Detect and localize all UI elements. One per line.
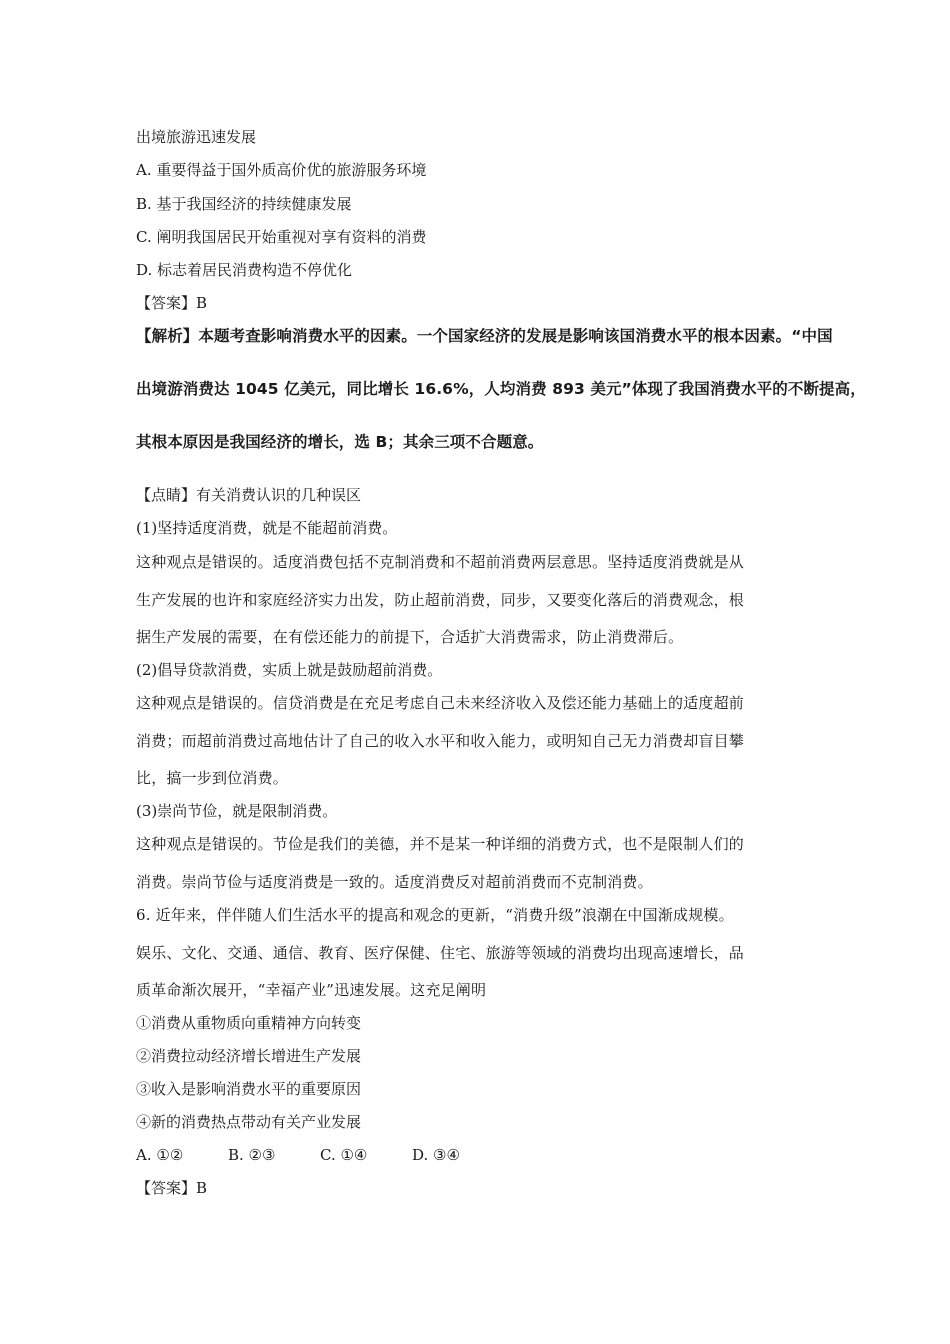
option-d: D. ③④	[412, 1146, 460, 1164]
tip-paragraph-line: 这种观点是错误的。节俭是我们的美德，并不是某一种详细的消费方式，也不是限制人们的	[136, 835, 745, 853]
question-6-stem-line: 6. 近年来，伴伴随人们生活水平的提高和观念的更新，“消费升级”浪潮在中国渐成规模。	[136, 906, 734, 924]
statement-3: ③收入是影响消费水平的重要原因	[136, 1080, 362, 1098]
tip-heading-1: (1)坚持适度消费，就是不能超前消费。	[136, 519, 398, 537]
question-6-stem-line: 娱乐、文化、交通、通信、教育、医疗保健、住宅、旅游等领域的消费均出现高速增长，品	[136, 944, 745, 962]
option-a: A. ①②	[136, 1146, 184, 1164]
tip-paragraph-line: 生产发展的也许和家庭经济实力出发，防止超前消费，同步，又要变化落后的消费观念，根	[136, 591, 745, 609]
tip-paragraph-line: 这种观点是错误的。信贷消费是在充足考虑自己未来经济收入及偿还能力基础上的适度超前	[136, 694, 745, 712]
answer-label: 【答案】B	[136, 1179, 208, 1197]
option-a: A. 重要得益于国外质高价优的旅游服务环境	[136, 161, 427, 179]
tip-heading-2: (2)倡导贷款消费，实质上就是鼓励超前消费。	[136, 661, 443, 679]
tip-paragraph-line: 消费。崇尚节俭与适度消费是一致的。适度消费反对超前消费而不克制消费。	[136, 873, 653, 891]
tip-paragraph-line: 这种观点是错误的。适度消费包括不克制消费和不超前消费两层意思。坚持适度消费就是从	[136, 553, 745, 571]
option-c: C. ①④	[320, 1146, 368, 1164]
statement-1: ①消费从重物质向重精神方向转变	[136, 1014, 362, 1032]
statement-4: ④新的消费热点带动有关产业发展	[136, 1113, 362, 1131]
statement-2: ②消费拉动经济增长增进生产发展	[136, 1047, 362, 1065]
question-stem-tail: 出境旅游迅速发展	[136, 128, 257, 146]
analysis-line-1: 【解析】本题考查影响消费水平的因素。一个国家经济的发展是影响该国消费水平的根本因素。“中国	[136, 327, 833, 345]
option-b: B. 基于我国经济的持续健康发展	[136, 195, 352, 213]
tip-paragraph-line: 据生产发展的需要，在有偿还能力的前提下，合适扩大消费需求，防止消费滞后。	[136, 628, 684, 646]
tip-paragraph-line: 比，搞一步到位消费。	[136, 769, 289, 787]
analysis-line-2: 出境游消费达 1045 亿美元，同比增长 16.6%，人均消费 893 美元”体现了我国消费水平的不断提高，	[136, 380, 866, 398]
tip-paragraph-line: 消费；而超前消费过高地估计了自己的收入水平和收入能力，或明知自己无力消费却盲目攀	[136, 732, 745, 750]
tip-title: 【点睛】有关消费认识的几种误区	[136, 486, 362, 504]
option-c: C. 阐明我国居民开始重视对享有资料的消费	[136, 228, 427, 246]
tip-heading-3: (3)崇尚节俭，就是限制消费。	[136, 802, 338, 820]
question-6-options	[136, 1145, 504, 1165]
analysis-line-3: 其根本原因是我国经济的增长，选 B；其余三项不合题意。	[136, 433, 544, 451]
option-d: D. 标志着居民消费构造不停优化	[136, 261, 353, 279]
option-b: B. ②③	[228, 1146, 276, 1164]
question-6-stem-line: 质革命渐次展开，“幸福产业”迅速发展。这充足阐明	[136, 981, 487, 999]
answer-label: 【答案】B	[136, 294, 208, 312]
